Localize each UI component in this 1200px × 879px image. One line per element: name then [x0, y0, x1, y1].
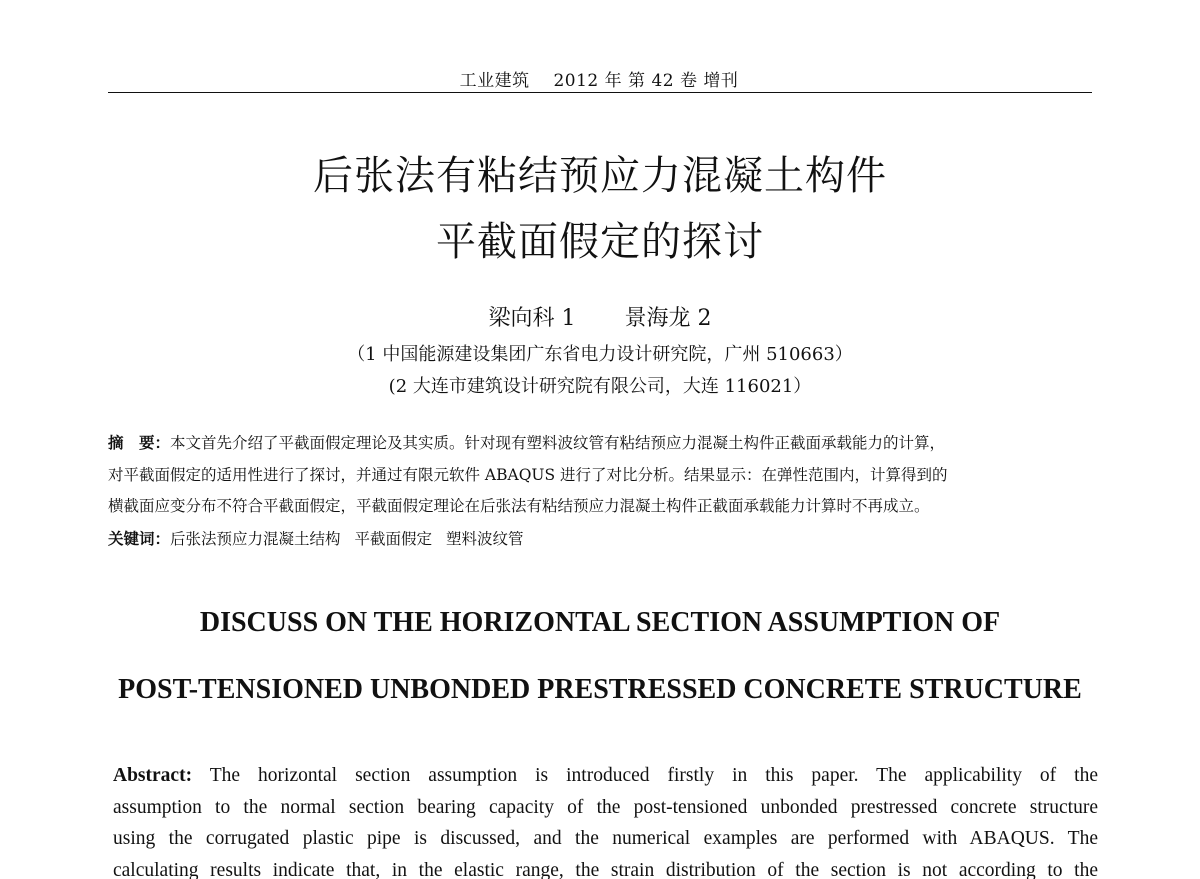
author-2: 景海龙 2	[624, 306, 712, 331]
keywords-cn	[108, 523, 1094, 556]
abstract-cn	[108, 427, 1094, 555]
title-en-line-1: DISCUSS ON THE HORIZONTAL SECTION ASSUMPTION OF	[199, 607, 1001, 638]
keywords-cn-label: 关键词：	[108, 528, 171, 548]
keyword-2: 平截面假定	[354, 529, 433, 548]
abstract-en-line-2: assumption to the normal section bearing capacity of the post-tensioned unbonded prestressed concrete structure	[113, 796, 1098, 818]
title-en-line-2: POST-TENSIONED UNBONDED PRESTRESSED CONCRETE STRUCTURE	[118, 674, 1082, 705]
title-cn-line-2: 平截面假定的探讨	[436, 219, 764, 265]
journal-issue: 2012 年 第 42 卷 增刊	[553, 71, 739, 91]
affiliation-1: （1 中国能源建设集团广东省电力设计研究院，广州 510663）	[347, 344, 853, 365]
author-1: 梁向科 1	[488, 306, 576, 331]
abstract-cn-line-2: 对平截面假定的适用性进行了探讨，并通过有限元软件 ABAQUS 进行了对比分析。结果显示：在弹性范围内，计算得到的	[108, 465, 948, 484]
running-header	[108, 66, 1090, 91]
abstract-en-line-3: using the corrugated plastic pipe is discussed, and the numerical examples are performed with ABAQUS. The	[113, 828, 1098, 849]
abstract-en-label: Abstract:	[113, 765, 193, 786]
abstract-en-line-4: calculating results indicate that, in the elastic range, the strain distribution of the section is not according to the	[113, 859, 1098, 879]
abstract-en-line-1	[113, 760, 1098, 792]
affiliation-2: (2 大连市建筑设计研究院有限公司，大连 116021）	[388, 376, 812, 397]
abstract-cn-label: 摘 要：	[108, 433, 171, 452]
keyword-3: 塑料波纹管	[446, 529, 524, 548]
abstract-en-text-1: The horizontal section assumption is introduced firstly in this paper. The applicability of the	[209, 765, 1098, 786]
abstract-en	[113, 760, 1098, 879]
abstract-cn-text-1: 本文首先介绍了平截面假定理论及其实质。针对现有塑料波纹管有粘结预应力混凝土构件正截面承载能力的计算，	[170, 434, 946, 452]
header-rule	[108, 92, 1092, 93]
abstract-cn-line-1	[108, 427, 1094, 460]
title-cn-line-1: 后张法有粘结预应力混凝土构件	[313, 153, 887, 199]
author-list	[0, 301, 1200, 332]
journal-name: 工业建筑	[459, 71, 530, 91]
abstract-cn-line-3: 横截面应变分布不符合平截面假定，平截面假定理论在后张法有粘结预应力混凝土构件正截面承载能力计算时不再成立。	[108, 497, 930, 515]
keyword-1: 后张法预应力混凝土结构	[170, 529, 341, 548]
